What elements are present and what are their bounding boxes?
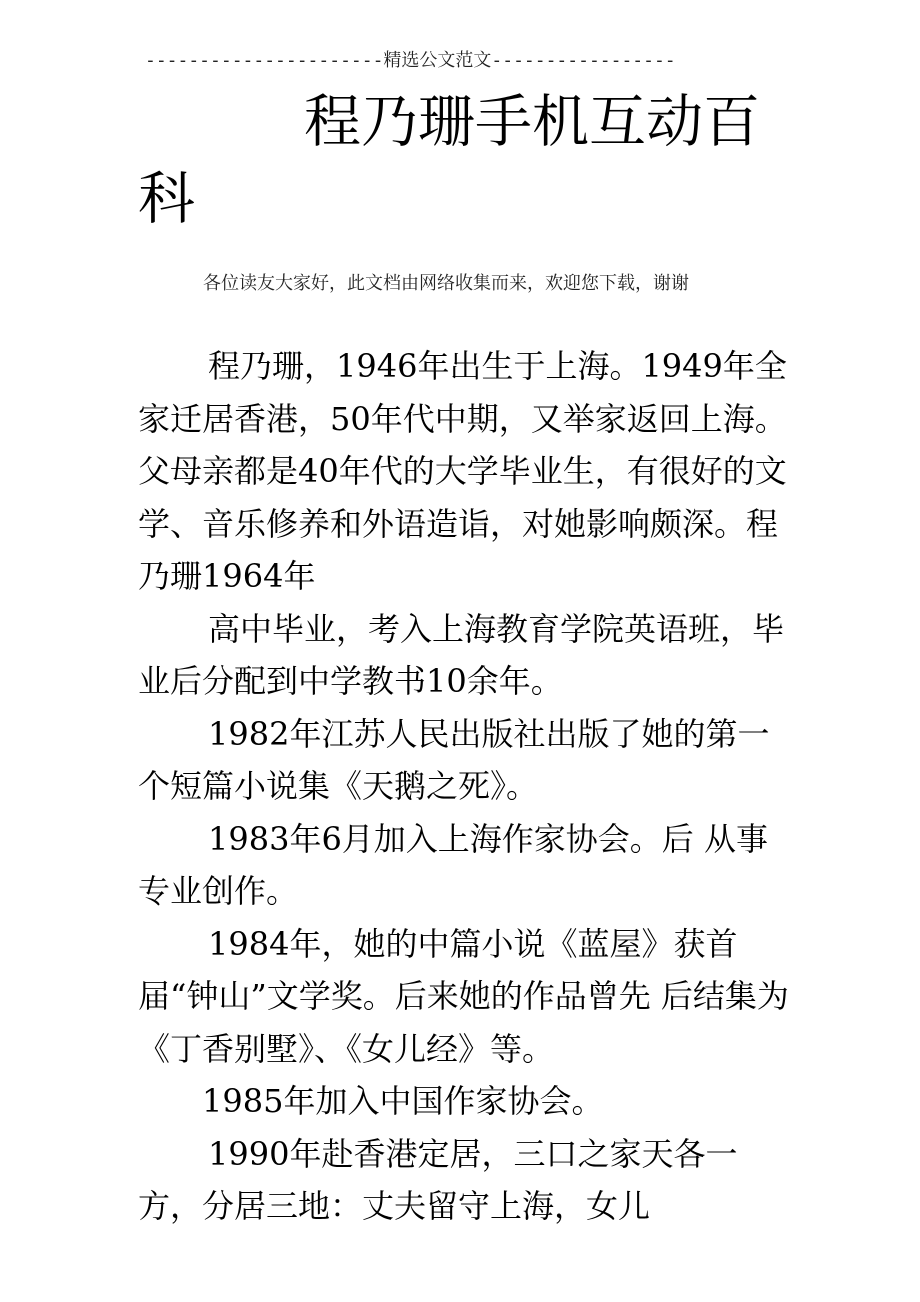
paragraph: 程乃珊，1946年出生于上海。1949年全家迁居香港，50年代中期，又举家返回上海。父母亲都是40年代的大学毕业生，有很好的文学、音乐修养和外语造诣，对她影响颇深。程乃珊1964年 <box>138 347 787 595</box>
paragraph: 1982年江苏人民出版社出版了她的第一个短篇小说集《天鹅之死》。 <box>138 714 770 805</box>
document-title: 程乃珊手机互动百科 <box>138 89 760 232</box>
paragraph: 1985年加入中国作家协会。 <box>202 1082 604 1120</box>
paragraph: 1984年，她的中篇小说《蓝屋》获首届“钟山”文学奖。后来她的作品曾先 后结集为《丁香别墅》、《女儿经》等。 <box>138 924 789 1068</box>
article-body <box>138 340 798 1233</box>
paragraph: 1983年6月加入上海作家协会。后 从事专业创作。 <box>138 819 768 910</box>
paragraph: 1990年赴香港定居，三口之家天各一方，分居三地：丈夫留守上海，女儿 <box>138 1134 738 1225</box>
download-notice: 各位读友大家好，此文档由网络收集而来，欢迎您下载，谢谢 <box>203 273 689 294</box>
paragraph: 高中毕业，考入上海教育学院英语班，毕业后分配到中学教书10余年。 <box>138 609 785 700</box>
page-header: ----------------------精选公文范文----------------- <box>145 50 676 71</box>
